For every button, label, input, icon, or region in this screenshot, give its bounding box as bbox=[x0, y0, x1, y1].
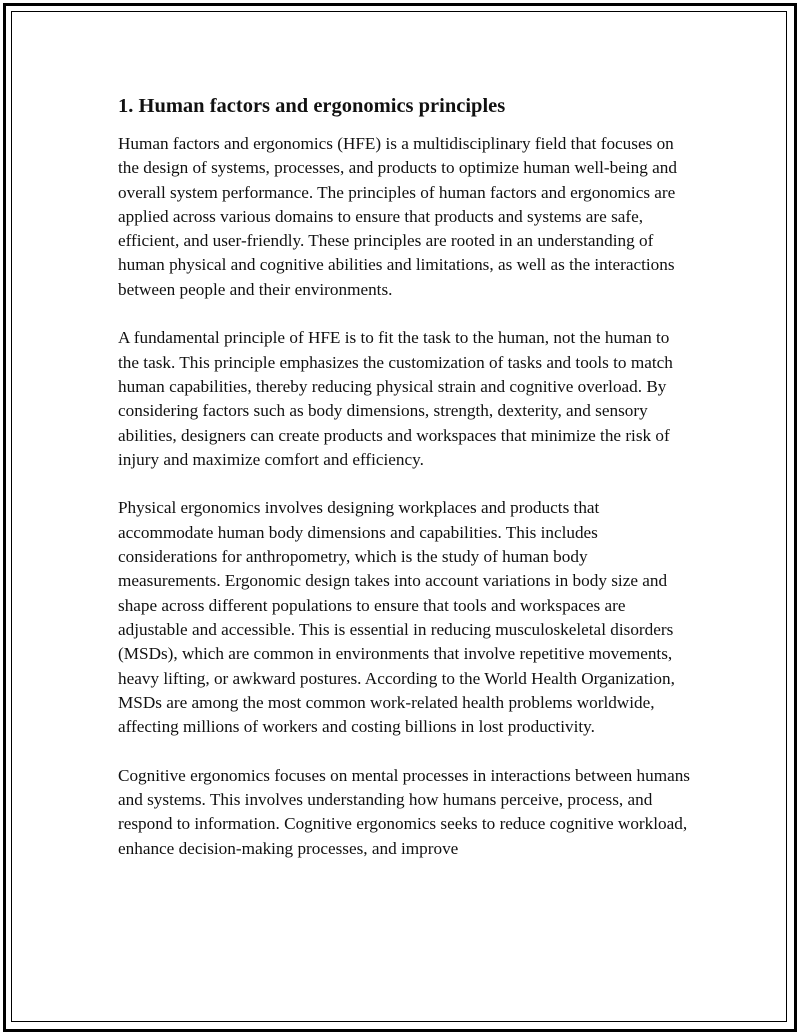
paragraph-intro: Human factors and ergonomics (HFE) is a multidisciplinary field that focuses on the design of systems, processes, and products to optimize human well-being and overall system performance. The principles of human factors and ergonomics are applied across various domains to ensure that products and systems are safe, efficient, and user-friendly. These principles are rooted in an understanding of human physical and cognitive abilities and limitations, as well as the interactions between people and their environments. bbox=[118, 134, 677, 299]
section-heading: 1. Human factors and ergonomics principles bbox=[118, 95, 506, 117]
paragraph-fit-task: A fundamental principle of HFE is to fit the task to the human, not the human to the task. This principle emphasizes the customization of tasks and tools to match human capabilities, thereby reducing physical strain and cognitive overload. By considering factors such as body dimensions, strength, dexterity, and sensory abilities, designers can create products and workspaces that minimize the risk of injury and maximize comfort and efficiency. bbox=[118, 328, 673, 469]
paragraph-physical-ergonomics: Physical ergonomics involves designing workplaces and products that accommodate human body dimensions and capabilities. This includes considerations for anthropometry, which is the study of human body measurements. Ergonomic design takes into account variations in body size and shape across different populations to ensure that tools and workspaces are adjustable and accessible. This is essential in reducing musculoskeletal disorders (MSDs), which are common in environments that involve repetitive movements, heavy lifting, or awkward postures. According to the World Health Organization, MSDs are among the most common work-related health problems worldwide, affecting millions of workers and costing billions in lost productivity. bbox=[118, 498, 675, 737]
document-body bbox=[118, 92, 690, 885]
paragraph-cognitive-ergonomics: Cognitive ergonomics focuses on mental processes in interactions between humans and systems. This involves understanding how humans perceive, process, and respond to information. Cognitive ergonomics seeks to reduce cognitive workload, enhance decision-making processes, and improve bbox=[118, 765, 690, 858]
